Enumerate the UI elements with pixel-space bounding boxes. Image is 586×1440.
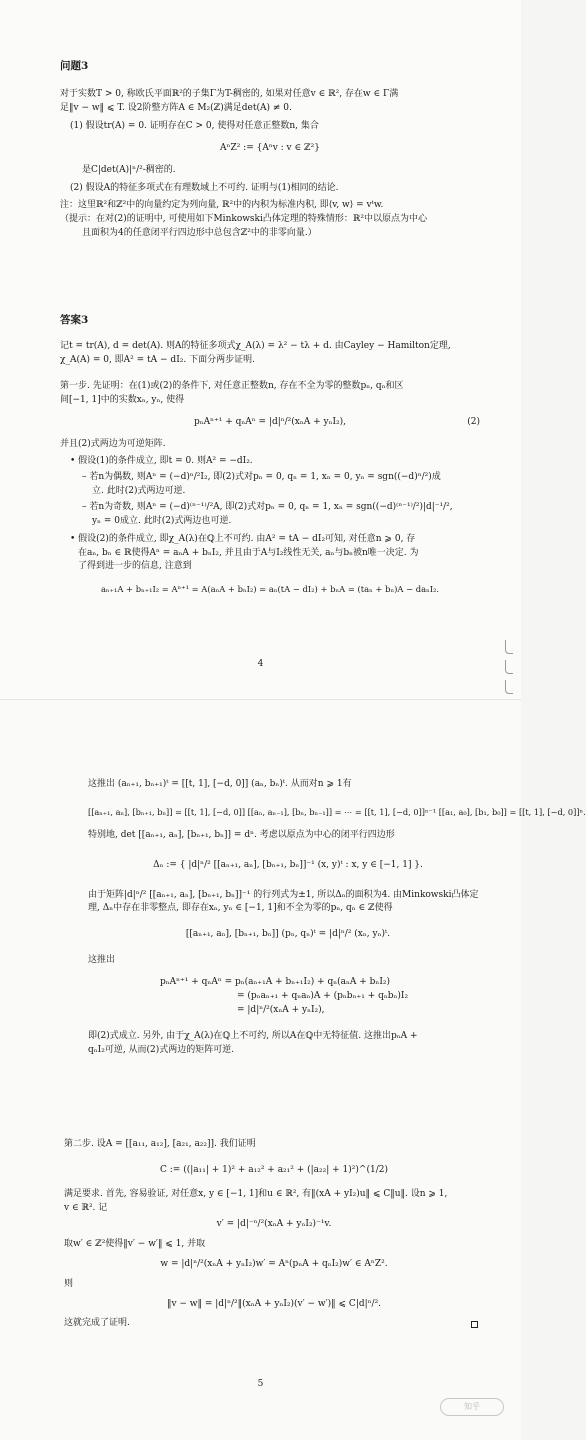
equation-3: aₙ₊₁A + bₙ₊₁I₂ = Aⁿ⁺¹ = A(aₙA + bₙI₂) = aₙ(tA − dI₂) + bₙA = (taₙ + bₙ)A − daₙI₂.	[100, 584, 440, 595]
equation-2-body: pₙAⁿ⁺¹ + qₙAⁿ = |d|ⁿ/²(xₙA + yₙI₂),	[193, 417, 347, 428]
bullet-icon: •	[70, 533, 79, 544]
v-prime-definition: v′ = |d|⁻ⁿ/²(xₙA + yₙI₂)⁻¹v.	[216, 1218, 332, 1229]
problem-line: 对于实数T > 0, 称欧氏平面ℝ²的子集Γ为T-稠密的, 如果对任意v ∈ ℝ², 存在w ∈ Γ满	[60, 89, 399, 100]
c-definition: C := ((|a₁₁| + 1)² + a₁₂² + a₂₁² + (|a₂₂| + 1)²)^(1/2)	[160, 1164, 388, 1175]
bullet-icon: •	[70, 455, 79, 466]
note: 注：这里ℝ²和ℤ²中的向量约定为列向量, ℝ²中的内积为标准内积, 即⟨v, w⟩ = vᵗw.	[60, 199, 384, 210]
hint-line: （提示：在对(2)的证明中, 可使用如下Minkowski凸体定理的特殊情形：ℝ²中以原点为中心	[60, 213, 427, 224]
implies-label: 这推出	[88, 955, 116, 966]
page-4	[0, 0, 521, 700]
det-line: 特别地, det [[aₙ₊₁, aₙ], [bₙ₊₁, bₙ]] = dⁿ. 考虑以原点为中心的闭平行四边形	[88, 829, 395, 840]
bullet-line: 了得到进一步的信息, 注意到	[78, 561, 192, 572]
align-line: = (pₙaₙ₊₁ + qₙaₙ)A + (pₙbₙ₊₁ + qₙbₙ)I₂	[237, 991, 409, 1002]
pq-equation: [[aₙ₊₁, aₙ], [bₙ₊₁, bₙ]] (pₙ, qₙ)ᵗ = |d|ⁿ/² (xₙ, yₙ)ᵗ.	[185, 929, 391, 940]
sub-text: 若n为奇数, 则Aⁿ = (−d)⁽ⁿ⁻¹⁾/²A, 即(2)式对pₙ = 0, qₙ = 1, xₙ = sgn((−d)⁽ⁿ⁻¹⁾/²)|d|⁻¹/²,	[89, 501, 453, 512]
conclusion-line: 即(2)式成立. 另外, 由于χ_A(λ)在ℚ上不可约, 所以A在ℚ中无特征值. 这推出pₙA +	[88, 1031, 418, 1042]
margin-marks	[505, 640, 517, 700]
bullet-text: 假设(1)的条件成立, 即t = 0. 则A² = −dI₂.	[78, 455, 253, 466]
equation-2	[60, 416, 480, 430]
sub-line: 立. 此时(2)式两边可逆.	[92, 485, 186, 496]
part1-tail: 是C|det(A)|ⁿ/²-稠密的.	[82, 165, 176, 176]
take-line: 取w′ ∈ ℤ²使得‖v′ − w′‖ ⩽ 1, 并取	[64, 1238, 206, 1249]
part1-lead: (1) 假设tr(A) = 0. 证明存在C > 0, 使得对任意正整数n, 集合	[70, 121, 319, 132]
sub-text: 若n为偶数, 则Aⁿ = (−d)ⁿ/²I₂, 即(2)式对pₙ = 0, qₙ = 1, xₙ = 0, yₙ = sgn((−d)ⁿ/²)成	[89, 471, 441, 482]
intro-line: χ_A(A) = 0, 即A² = tA − dI₂. 下面分两步证明.	[60, 355, 255, 366]
page5-content	[88, 778, 586, 1058]
aligned-derivation	[160, 976, 488, 1018]
equation-2-tag: (2)	[467, 417, 480, 428]
minkowski-line: 由于矩阵|d|ⁿ/² [[aₙ₊₁, aₙ], [bₙ₊₁, bₙ]]⁻¹ 的行列式为±1, 所以Δₙ的面积为4. 由Minkowski凸体定	[88, 889, 479, 900]
watermark: 知乎	[440, 1398, 504, 1416]
step2-section	[64, 1138, 484, 1331]
page-5	[0, 700, 586, 1440]
recurrence-line: 这推出 (aₙ₊₁, bₙ₊₁)ᵗ = [[t, 1], [−d, 0]] (aₙ, bₙ)ᵗ. 从而对n ⩾ 1有	[88, 779, 352, 789]
align-line: pₙAⁿ⁺¹ + qₙAⁿ = pₙ(aₙ₊₁A + bₙ₊₁I₂) + qₙ(aₙA + bₙI₂)	[160, 977, 390, 988]
problem-line: 足‖v − w‖ ⩽ T. 设2阶整方阵A ∈ M₂(ℤ)满足det(A) ≠ 0.	[60, 103, 292, 114]
requirement-line: 满足要求. 首先, 容易验证, 对任意x, y ∈ [−1, 1]和u ∈ ℝ², 有‖(xA + yI₂)u‖ ⩽ C‖u‖. 设n ⩾ 1,	[64, 1188, 448, 1199]
qed-icon	[471, 1321, 478, 1328]
page-number: 5	[257, 1379, 264, 1389]
requirement-line: v ∈ ℝ². 记	[64, 1202, 108, 1213]
bullet-line: 在aₙ, bₙ ∈ ℝ使得Aⁿ = aₙA + bₙI₂, 并且由于A与I₂线性无关, aₙ与bₙ被n唯一决定. 为	[78, 547, 419, 558]
step1-line: 间[−1, 1]中的实数xₙ, yₙ, 使得	[60, 395, 185, 406]
then-label: 则	[64, 1278, 74, 1289]
w-definition: w = |d|ⁿ/²(xₙA + yₙI₂)w′ = Aⁿ(pₙA + qₙI₂)w′ ∈ AⁿZ².	[160, 1258, 388, 1269]
problem-section	[60, 58, 480, 241]
problem-title: 问题3	[60, 60, 89, 72]
bullet-line	[70, 533, 480, 547]
matrix-power-equation: [[aₙ₊₁, aₙ], [bₙ₊₁, bₙ]] = [[t, 1], [−d, 0]] [[aₙ, aₙ₋₁], [bₙ, bₙ₋₁]] = ⋯ = [[t, 1], [−d, 0]]ⁿ⁻¹ [[a₁, a₀], [b₁, b₀]] = [[t, 1], [−d, 0]]ⁿ.	[88, 806, 586, 817]
delta-definition: Δₙ := { |d|ⁿ/² [[aₙ₊₁, aₙ], [bₙ₊₁, bₙ]]⁻¹ (x, y)ᵗ : x, y ∈ [−1, 1] }.	[153, 859, 423, 870]
answer-section	[60, 312, 480, 596]
final-inequality: ‖v − w‖ = |d|ⁿ/²‖(xₙA + yₙI₂)(v′ − w′)‖ ⩽ C|d|ⁿ/².	[166, 1298, 382, 1309]
minkowski-line: 理, Δₙ中存在非零整点, 即存在xₙ, yₙ ∈ [−1, 1]和不全为零的pₙ, qₙ ∈ ℤ使得	[88, 903, 393, 914]
step2-line: 第二步. 设A = [[a₁₁, a₁₂], [a₂₁, a₂₂]]. 我们证明	[64, 1139, 256, 1149]
intro-line: 记t = tr(A), d = det(A). 则A的特征多项式χ_A(λ) = λ² − tλ + d. 由Cayley − Hamilton定理,	[60, 341, 451, 352]
done-line	[64, 1317, 484, 1331]
step1-line: 第一步. 先证明：在(1)或(2)的条件下, 对任意正整数n, 存在不全为零的整数pₙ, qₙ和区	[60, 381, 404, 392]
done-text: 这就完成了证明.	[64, 1318, 130, 1329]
align-line: = |d|ⁿ/²(xₙA + yₙI₂),	[237, 1005, 325, 1016]
part1-formula: AⁿZ² := {Aⁿv : v ∈ ℤ²}	[220, 143, 320, 154]
eq2-after: 并且(2)式两边为可逆矩阵.	[60, 438, 166, 449]
bullet-case-2	[60, 533, 480, 575]
bullet-case-1	[60, 455, 480, 469]
sub-case-odd	[60, 501, 480, 529]
part2: (2) 假设A的特征多项式在有理数域上不可约. 证明与(1)相同的结论.	[70, 182, 339, 193]
sub-case-even	[60, 471, 480, 499]
answer-intro	[60, 340, 480, 368]
sub-line: – 若n为偶数, 则Aⁿ = (−d)ⁿ/²I₂, 即(2)式对pₙ = 0, qₙ = 1, xₙ = 0, yₙ = sgn((−d)ⁿ/²)成	[82, 471, 441, 482]
hint-line: 且面积为4的任意闭平行四边形中总包含ℤ²中的非零向量.）	[82, 227, 317, 238]
step1	[60, 380, 480, 408]
page-number: 4	[257, 659, 264, 669]
bullet-text: 假设(2)的条件成立, 即χ_A(λ)在ℚ上不可约. 由A² = tA − dI₂可知, 对任意n ⩾ 0, 存	[78, 533, 416, 544]
sub-line: – 若n为奇数, 则Aⁿ = (−d)⁽ⁿ⁻¹⁾/²A, 即(2)式对pₙ = 0, qₙ = 1, xₙ = sgn((−d)⁽ⁿ⁻¹⁾/²)|d|⁻¹/²,	[82, 501, 453, 512]
sub-line: yₙ = 0成立. 此时(2)式两边也可逆.	[92, 515, 232, 526]
conclusion-line: qₙI₂可逆, 从而(2)式两边的矩阵可逆.	[88, 1045, 235, 1056]
answer-title: 答案3	[60, 314, 89, 326]
problem-statement	[60, 88, 480, 116]
